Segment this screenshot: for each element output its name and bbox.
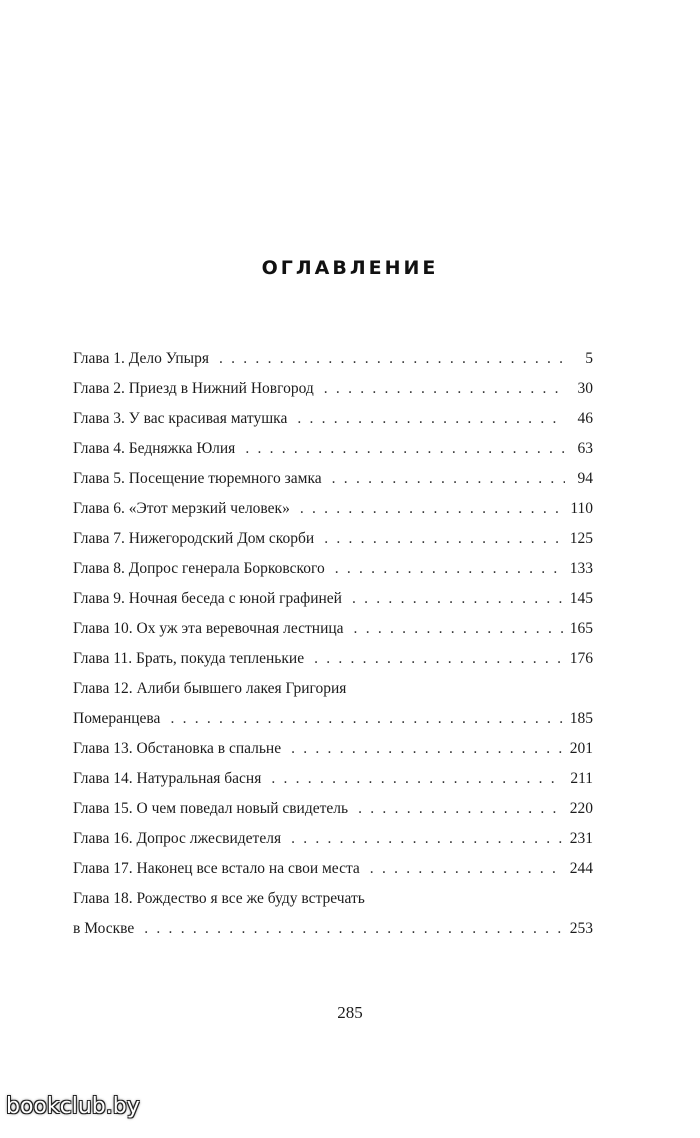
toc-entry-title: Глава 18. Рождество я все же буду встречать xyxy=(73,890,365,907)
toc-entry-title: Глава 17. Наконец все встало на свои места xyxy=(73,860,360,877)
toc-entry-page: 94 xyxy=(577,470,593,487)
toc-entry xyxy=(73,404,593,434)
toc-entry-title: Глава 13. Обстановка в спальне xyxy=(73,740,282,757)
dot-leader xyxy=(144,914,564,944)
toc-entry-title: Глава 7. Нижегородский Дом скорби xyxy=(73,530,315,547)
toc-entry-page: 253 xyxy=(569,920,593,937)
toc-entry-page: 30 xyxy=(577,380,593,397)
dot-leader xyxy=(170,704,563,734)
toc-entry-page: 165 xyxy=(569,620,593,637)
toc-entry-title: Глава 3. У вас красивая матушка xyxy=(73,410,288,427)
dot-leader xyxy=(370,854,564,884)
dot-leader xyxy=(354,614,564,644)
toc-entry-title: Глава 10. Ох уж эта веревочная лестница xyxy=(73,620,344,637)
toc-entry-page: 63 xyxy=(577,440,593,457)
toc-entry-title: Глава 1. Дело Упыря xyxy=(73,350,209,367)
toc-entry-title-continued: Померанцева xyxy=(73,710,161,727)
dot-leader xyxy=(300,494,564,524)
toc-entry xyxy=(73,824,593,854)
toc-entry-page: 176 xyxy=(569,650,593,667)
toc-entry-page: 185 xyxy=(569,710,593,727)
toc-entry xyxy=(73,344,593,374)
toc-entry xyxy=(73,884,593,944)
toc-entry xyxy=(73,734,593,764)
toc-entry-title: Глава 2. Приезд в Нижний Новгород xyxy=(73,380,314,397)
toc-entry-page: 145 xyxy=(569,590,593,607)
toc-entry-title: Глава 12. Алиби бывшего лакея Григория xyxy=(73,680,347,697)
toc-entry xyxy=(73,854,593,884)
dot-leader xyxy=(314,644,564,674)
dot-leader xyxy=(219,344,565,374)
dot-leader xyxy=(291,824,564,854)
dot-leader xyxy=(245,434,565,464)
watermark: bookclub.by xyxy=(6,1094,140,1119)
dot-leader xyxy=(352,584,564,614)
toc-entry-page: 5 xyxy=(585,350,593,367)
toc-entry xyxy=(73,644,593,674)
toc-entry xyxy=(73,434,593,464)
page-number: 285 xyxy=(337,1003,363,1022)
toc-entry-page: 125 xyxy=(569,530,593,547)
toc-entry xyxy=(73,584,593,614)
toc-entry xyxy=(73,524,593,554)
toc-entry-title: Глава 15. О чем поведал новый свидетель xyxy=(73,800,349,817)
toc-entry-title: Глава 16. Допрос лжесвидетеля xyxy=(73,830,282,847)
dot-leader xyxy=(324,374,565,404)
toc-entry xyxy=(73,494,593,524)
toc-entry-page: 211 xyxy=(570,770,593,787)
toc-entry-title: Глава 8. Допрос генерала Борковского xyxy=(73,560,325,577)
toc-entry xyxy=(73,464,593,494)
toc-entry-title: Глава 4. Бедняжка Юлия xyxy=(73,440,236,457)
toc-entry xyxy=(73,794,593,824)
dot-leader xyxy=(324,524,564,554)
table-of-contents xyxy=(73,344,593,944)
toc-entry xyxy=(73,614,593,644)
toc-entry-title: Глава 5. Посещение тюремного замка xyxy=(73,470,322,487)
toc-entry-page: 201 xyxy=(569,740,593,757)
toc-entry xyxy=(73,374,593,404)
dot-leader xyxy=(291,734,564,764)
toc-entry-page: 133 xyxy=(569,560,593,577)
toc-entry-title: Глава 9. Ночная беседа с юной графиней xyxy=(73,590,342,607)
dot-leader xyxy=(297,404,565,434)
toc-entry-page: 110 xyxy=(570,500,593,517)
toc-entry-title: Глава 11. Брать, покуда тепленькие xyxy=(73,650,305,667)
dot-leader xyxy=(332,464,565,494)
toc-entry xyxy=(73,674,593,734)
toc-entry-title: Глава 6. «Этот мерзкий человек» xyxy=(73,500,290,517)
toc-entry-title: Глава 14. Натуральная басня xyxy=(73,770,262,787)
toc-entry-title-continued: в Москве xyxy=(73,920,135,937)
toc-entry xyxy=(73,764,593,794)
toc-entry-page: 46 xyxy=(577,410,593,427)
toc-entry-page: 231 xyxy=(569,830,593,847)
dot-leader xyxy=(335,554,564,584)
dot-leader xyxy=(271,764,564,794)
dot-leader xyxy=(358,794,564,824)
page-title: ОГЛАВЛЕНИЕ xyxy=(261,257,439,279)
toc-entry xyxy=(73,554,593,584)
toc-entry-page: 244 xyxy=(569,860,593,877)
toc-entry-page: 220 xyxy=(569,800,593,817)
